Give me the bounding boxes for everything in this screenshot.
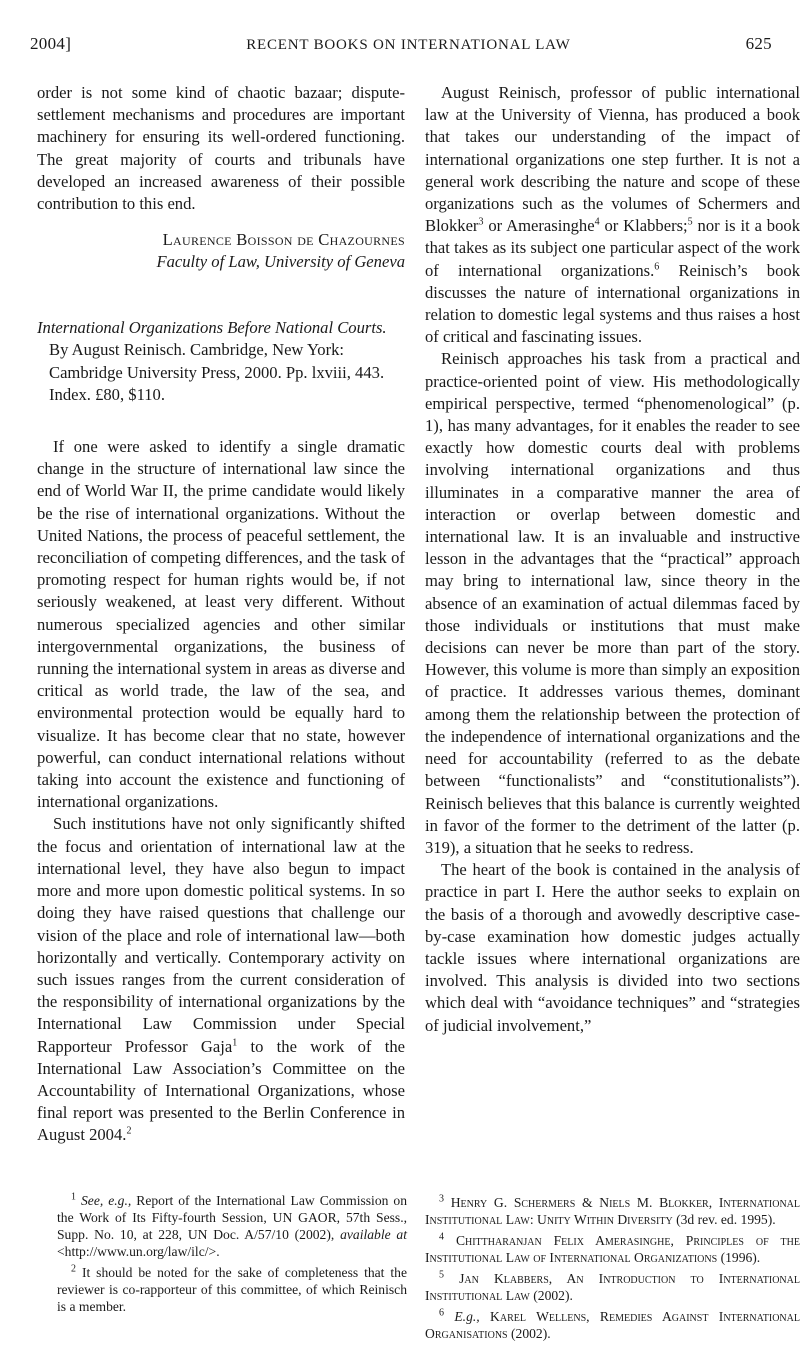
footnote-ref[interactable]: 5 [687, 216, 693, 228]
review-paragraph: If one were asked to identify a single dramatic change in the structure of international law since the end of World War II, the prime candidate would likely be the rise of international organizations. Without the United Nations, the process of peaceful settlement, the reconciliation of competing differences, and the task of promoting respect for human rights would be, if not seriously weakened, at least very different. Without numerous specialized agencies and other similar intergovernmental organizations, the business of running the international system in areas as diverse and critical as world trade, the law of the sea, and environmental protection would be equally hard to visualize. It has become clear that no state, however powerful, can conduct international relations without taking into account the existence and functioning of international organizations. [37, 437, 405, 812]
paragraph-text: to the work of the International Law Association’s Committee on the Accountability of International Organizations, whose final report was presented to the Berlin Conference in August 2004. [37, 1036, 405, 1145]
footnote [425, 1308, 800, 1342]
paragraph-text: August Reinisch, professor of public international law at the University of Vienna, has produced a book that takes our understanding of the impact of international organizations one step further. It is not a general work describing the nature and scope of these organizations such as the volumes of Schermers and Blokker [425, 83, 800, 236]
footnote-citation: Henry G. Schermers & Niels M. Blokker, International Institutional Law: Unity Within Diversity [425, 1195, 800, 1227]
footnote-url[interactable]: <http://www.un.org/law/ilc/>. [57, 1244, 220, 1259]
footnotes-right [425, 1194, 800, 1346]
footnote-citation: Chittharanjan Felix Amerasinghe, Principles of the Institutional Law of International Organizations [425, 1233, 800, 1265]
header-title: RECENT BOOKS ON INTERNATIONAL LAW [246, 37, 571, 53]
footnote-number: 3 [439, 1193, 444, 1205]
footnote [425, 1232, 800, 1266]
book-title: International Organizations Before National Courts. [37, 318, 387, 338]
book-bibliographic-info: By August Reinisch. Cambridge, New York: Cambridge University Press, 2000. Pp. lxviii, 443. Index. £80, $110. [49, 340, 385, 404]
footnote-signal: See, e.g., [80, 1193, 132, 1208]
review-paragraph [37, 813, 405, 1146]
footnote-text: It should be noted for the sake of completeness that the reviewer is co-rapporteur of this committee, of which Reinisch is a member. [57, 1265, 407, 1314]
reviewer-affiliation: Faculty of Law, University of Geneva [156, 252, 405, 272]
review-paragraph [425, 82, 800, 348]
footnote-signal: available at [340, 1227, 407, 1242]
footnote-ref[interactable]: 6 [654, 261, 660, 273]
footnote-text: Report of the International Law Commission on the Work of Its Fifty-fourth Session, UN GAOR, 57th Sess., Supp. No. 10, at 228, UN Doc. A/57/10 (2002), [57, 1193, 408, 1242]
paragraph-text: Such institutions have not only significantly shifted the focus and orientation of international law at the international level, they have also begun to impact more and more upon domestic political systems. In so doing they have raised questions that challenge our vision of the place and role of international law—both horizontally and vertically. Contemporary activity on such issues ranges from the current consideration of the responsibility of international organizations by the International Law Commission under Special Rapporteur Professor Gaja [37, 814, 405, 1056]
footnote [425, 1270, 800, 1304]
footnote-number: 4 [439, 1231, 444, 1243]
footnote-ref[interactable]: 2 [126, 1125, 132, 1137]
left-column [37, 82, 408, 1314]
footnote-number: 5 [439, 1269, 444, 1281]
footnote-text: (3d rev. ed. 1995). [672, 1212, 776, 1227]
footnote-number: 2 [71, 1263, 76, 1275]
footnotes-left [57, 1192, 407, 1319]
paragraph-text: nor is it a book that takes as its subject one particular aspect of the work of international organizations. [425, 216, 800, 280]
footnote [57, 1192, 407, 1260]
footnote-number: 6 [439, 1307, 444, 1319]
footnote-number: 1 [71, 1191, 76, 1203]
footnote-citation: Karel Wellens, Remedies Against International Organisations [425, 1309, 800, 1341]
footnote-ref[interactable]: 4 [594, 216, 600, 228]
header-year: 2004] [30, 34, 72, 53]
paragraph-text: Reinisch’s book discusses the nature of international organizations in relation to domestic legal systems and thus raises a host of critical and fascinating issues. [425, 260, 800, 347]
continued-paragraph: order is not some kind of chaotic bazaar; dispute-settlement mechanisms and procedures are important machinery for ensuring its well-ordered functioning. The great majority of courts and tribunals have developed an increased awareness of their possible contribution to this end. [37, 83, 405, 214]
footnote-text: (2002). [529, 1288, 573, 1303]
footnote-citation: Jan Klabbers, An Introduction to International Institutional Law [425, 1271, 800, 1303]
reviewer-signature [37, 229, 405, 273]
review-heading [37, 317, 405, 406]
page-number: 625 [745, 34, 772, 53]
paragraph-text: or Amerasinghe [483, 216, 595, 236]
review-paragraph: Reinisch approaches his task from a practical and practice-oriented point of view. His methodologically empirical perspective, termed “phenomenological” (p. 1), has many advantages, for it enables the reader to see exactly how domestic courts deal with problems involving international organizations and thus illuminates in a comparative manner the area of interaction or overlap between domestic and international law. It is an invaluable and instructive lesson in the advantages that the “practical” approach may bring to international law, since theory in the absence of an examination of actual dilemmas faced by those individuals or institutions that must make decisions can never be more than part of the story. However, this volume is more than simply an exposition of practice. It addresses various themes, dominant among them the relationship between the protection of the independence of international organizations and the need for accountability (referred to as the debate between “functionalists” and “constitutionalists”). Reinisch believes that this balance is currently weighted in favor of the former to the detriment of the latter (p. 319), a situation that he seeks to redress. [425, 349, 800, 857]
footnote [57, 1264, 407, 1315]
review-paragraph: The heart of the book is contained in the analysis of practice in part I. Here the author seeks to explain on the basis of a thorough and avowedly descriptive case-by-case examination how domestic judges actually tackle issues where international organizations are involved. This analysis is divided into two sections which deal with “avoidance techniques” and “strategies of judicial involvement,” [425, 860, 800, 1035]
paragraph-text: or Klabbers; [599, 216, 688, 236]
footnote-signal: E.g., [454, 1309, 480, 1324]
right-column [425, 82, 800, 1341]
footnote [425, 1194, 800, 1228]
reviewer-name: Laurence Boisson de Chazournes [162, 230, 405, 250]
running-header [30, 34, 772, 54]
footnote-ref[interactable]: 3 [478, 216, 484, 228]
footnote-text: (2002). [507, 1326, 551, 1341]
footnote-ref[interactable]: 1 [232, 1036, 238, 1048]
footnote-text: (1996). [717, 1250, 761, 1265]
